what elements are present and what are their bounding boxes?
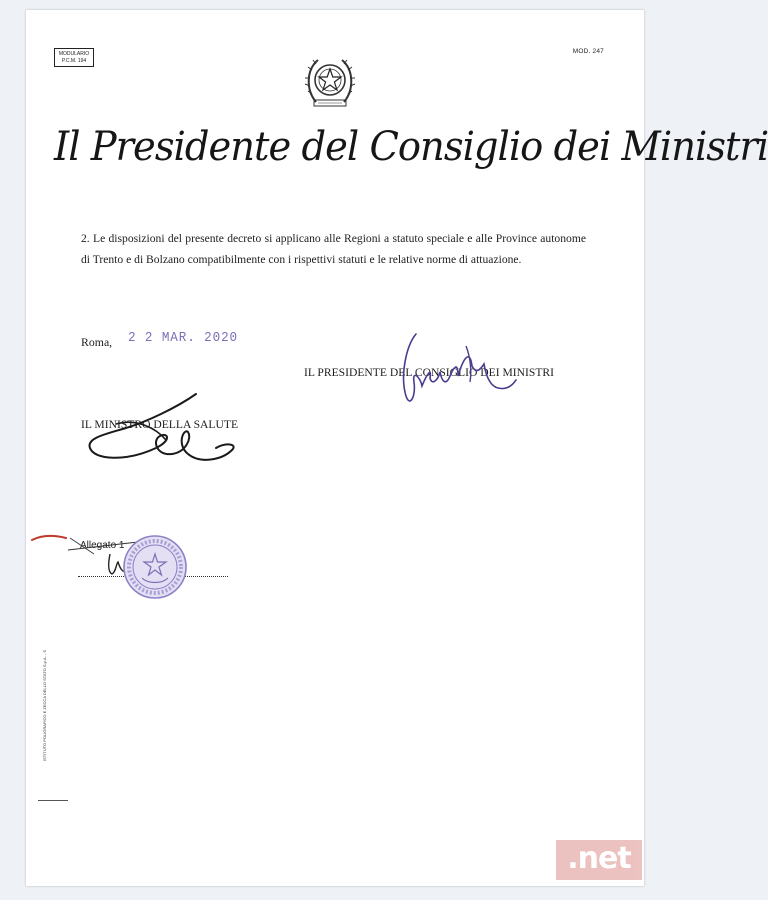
- margin-dash: [38, 800, 68, 801]
- article-paragraph: 2. Le disposizioni del presente decreto si applicano alle Regioni a statuto speciale e alle Province autonome di Trento e di Bolzano compatibilmente con i rispettivi statuti e le relative norme di attuazione.: [81, 232, 586, 266]
- president-signature-icon: [386, 326, 526, 416]
- document-page: [26, 10, 768, 886]
- date-stamp: 2 2 MAR. 2020: [128, 330, 238, 346]
- modulario-box: [54, 48, 94, 67]
- document-heading: Il Presidente del Consiglio dei Ministri: [54, 124, 768, 170]
- president-title: IL PRESIDENTE DEL CONSIGLIO DEI MINISTRI: [304, 366, 554, 379]
- annex-label: Allegato 1: [80, 540, 125, 551]
- modulario-code: P.C.M. 194: [61, 58, 87, 64]
- italian-republic-emblem-icon: [302, 50, 358, 112]
- modulario-label: MODULARIO: [58, 51, 90, 57]
- minister-signature-icon: [76, 388, 246, 478]
- mod-number: MOD. 247: [572, 48, 604, 55]
- watermark-badge: .net: [556, 840, 642, 880]
- printer-note: ISTITUTO POLIGRAFICO E ZECCA DELLO STATO S.p.A. - S: [42, 650, 47, 762]
- signing-place: Roma,: [81, 335, 113, 349]
- official-seal-icon: [122, 534, 188, 600]
- minister-title: IL MINISTRO DELLA SALUTE: [81, 418, 239, 431]
